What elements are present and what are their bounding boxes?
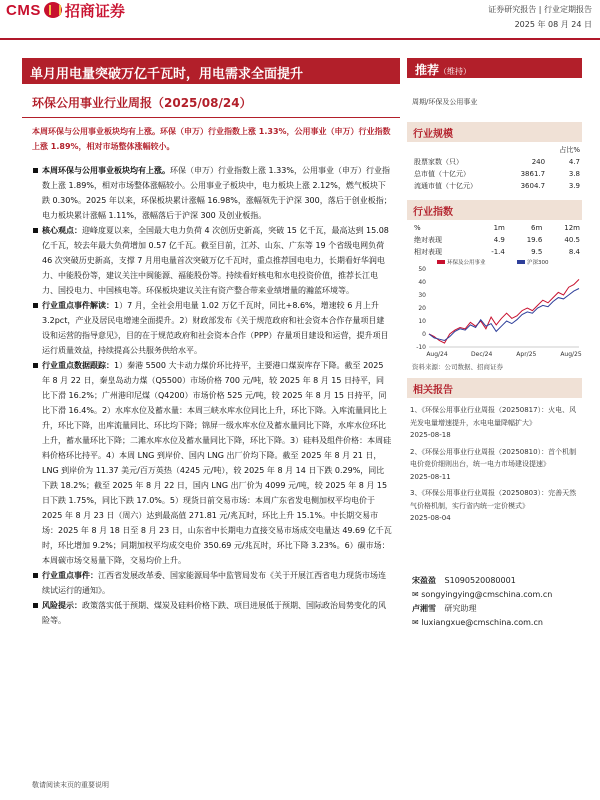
report-category: 周期/环保及公用事业 [412, 98, 478, 106]
table-row: 股票家数（只） 240 4.7 [414, 158, 580, 166]
legend-swatch [517, 260, 525, 264]
bullet-core-view: 核心观点：迎峰度夏以来，全国最大电力负荷 4 次创历史新高，突破 15 亿千瓦，最高达到 15.08 亿千瓦，较去年最大负荷增加 0.57 亿千瓦。截至目前，江苏、山东、广东等 19 个省级电网负荷 46 次突破历史新高，支撑 7 月用电量首次突破万亿千瓦时，重点推荐国电电力，长期看好华润电力、中能股份等，建议关注中闽能源、福能股份等。持续看好核电和水电投资价值，推荐长江电力、国投电力、中国核电等。环保板块建议关注有资产整合带来业绩增量的瀚蓝环境等。 [32, 223, 392, 298]
industry-scale-header: 行业规模 [407, 122, 582, 142]
logo-mark-icon [44, 2, 62, 18]
y-tick-label: 20 [418, 305, 426, 312]
y-tick-label: -10 [416, 344, 426, 351]
report-title: 单月用电量突破万亿千瓦时，用电需求全面提升 [30, 67, 304, 82]
related-report-item[interactable]: 1、《环保公用事业行业周报（20250817）：火电、风光发电量增速提升，水电电量降幅扩大》 2025-08-18 [410, 406, 577, 439]
footer-note: 敬请阅读末页的重要说明 [32, 781, 109, 789]
x-tick-label: Dec/24 [471, 351, 493, 358]
analyst-email[interactable]: songyingying@cmschina.com.cn [421, 590, 553, 599]
x-tick-label: Apr/25 [516, 351, 537, 358]
analyst-email[interactable]: luxiangxue@cmschina.com.cn [421, 618, 543, 627]
y-tick-label: 50 [418, 266, 426, 273]
bullet-data-tracking: 行业重点数据跟踪：1）秦港 5500 大卡动力煤价环比持平，主要港口煤炭库存下降。截至 2025 年 8 月 22 日，秦皇岛动力煤（Q5500）市场价格 700 元/吨，较 2025 年 8 月 15 日持平，同比下滑 16.2%；广州港印尼煤（Q4200）市场价格 525 元/吨，较 2025 年 8 月 15 日持平，同比下滑 16.4%。2）水库水位及蓄水量：本周三峡水库水位同比上升，环比下降。入库流量同比上升，环比下降，出库流量同比、环比均下降；锦屏一级水库水位及蓄水量同比下降，水库水位环比上升，蓄水量环比下降；二滩水库水位及蓄水量同比下降，环比下降。3）硅料及组件价格：本周硅料价格环比持平。4）本周 LNG 到岸价、国内 LNG 出厂价均下降。截至 2025 年 8 月 21 日，LNG 到岸价为 11.37 美元/百万英热（4245 元/吨），较 2025 年 8 月 14 日下跌 0.29%，同比下跌 18.2%；截至 2025 年 8 月 22 日，国内 LNG 出厂价为 4099 元/吨，较 2025 年 8 月 15 日下跌 1.75%，同比下跌 17.0%。5）现货日前交易市场：本周广东省发电侧加权平均电价于 2025 年 8 月 23 日（周六）达到最高值 271.81 元/兆瓦时，环比上升 15.1%。中长期交易市场：2025 年 8 月 18 日至 8 月 23 日，山东省中长期电力直接交易市场成交电量达 49.69 亿千瓦时，环比增加 9.2%；同期加权平均成交电价 350.69 元/兆瓦时，环比下降 3.23%。6）碳市场：本周碳市场交易量下降，交易均价上升。 [32, 358, 392, 568]
x-tick-label: Aug/24 [426, 351, 448, 358]
related-reports-list [410, 404, 582, 529]
chart-source: 资料来源：公司数据、招商证券 [412, 363, 503, 371]
table-row: 流通市值（十亿元） 3604.7 3.9 [414, 182, 580, 190]
table-row: 总市值（十亿元） 3861.7 3.8 [414, 170, 580, 178]
rating-banner [407, 58, 582, 78]
y-tick-label: 30 [418, 292, 426, 299]
related-reports-header: 相关报告 [407, 378, 582, 398]
bullet-risk: 风险提示：政策落实低于预期、煤炭及硅料价格下跌、项目进展低于预期、国际政治局势变化的风险等。 [32, 598, 392, 628]
rating: 推荐 [415, 63, 440, 77]
analyst-name: 卢湘雪 [412, 604, 436, 613]
company-logo [6, 0, 125, 20]
y-tick-label: 0 [422, 331, 426, 338]
report-date: 2025 年 08 月 24 日 [514, 20, 592, 29]
bullet-key-events: 行业重点事件：江西省发展改革委、国家能源局华中监管局发布《关于开展江西省电力现货市场连续试运行的通知》。 [32, 568, 392, 598]
header-divider [0, 38, 600, 40]
header-meta [488, 2, 592, 32]
line-chart-svg [407, 257, 587, 365]
title-separator [22, 117, 400, 118]
industry-scale-table: 占比% 股票家数（只） 240 4.7 总市值（十亿元） 3861.7 3.8 流通市值（十亿元） 3604.7 3.9 [414, 146, 580, 190]
related-report-item[interactable]: 3、《环保公用事业行业周报（20250803）：完善天然气价格机制，实行省内统一定价模式》 2025-08-04 [410, 489, 577, 522]
bullet-event-analysis: 行业重点事件解读：1）7 月，全社会用电量 1.02 万亿千瓦时，同比+8.6%，增速较 6 月上升 3.2pct，产业及居民电增速全面提升。2）财政部发布《关于规范政府和社会资本合作存量项目建设和运营的指导意见》，目的在于规范政府和社会资本合作（PPP）存量项目建设和运营，提升项目运行质量效益，持续提高公共服务供给水平。 [32, 298, 392, 358]
related-report-item[interactable]: 2、《环保公用事业行业周报（20250810）：首个机制电价竞价细则出台，统一电力市场建设提速》 2025-08-11 [410, 447, 577, 481]
report-subtitle: 环保公用事业行业周报（2025/08/24） [32, 96, 252, 110]
industry-index-header: 行业指数 [407, 200, 582, 220]
y-tick-label: 40 [418, 279, 426, 286]
report-type: 证券研究报告 | 行业定期报告 [488, 5, 592, 14]
analyst-id: S1090520080001 [444, 576, 516, 585]
table-row: 相对表现 -1.4 9.5 8.4 [414, 248, 580, 256]
bullet-weekly-performance: 本周环保与公用事业板块均有上涨。环保（申万）行业指数上涨 1.33%，公用事业（申万）行业指数上涨 1.89%，相对市场整体涨幅较小。公用事业子板块中，电力板块上涨 2.12%，燃气板块下跌 0.30%。2025 年以来，环保板块累计涨幅 16.98%，涨幅领先于沪深 300，落后于创业板指；电力板块累计涨幅 1.11%，涨幅落后于沪深 300 及创业板指。 [32, 163, 392, 223]
x-tick-label: Aug/25 [560, 351, 582, 358]
body-content [32, 163, 392, 628]
legend-label: 沪深300 [527, 260, 549, 266]
logo-text-en: CMS [6, 1, 41, 19]
analyst-name: 宋盈盈 [412, 576, 436, 585]
analyst-title: 研究助理 [444, 604, 477, 613]
index-performance-chart [407, 257, 587, 365]
summary-paragraph: 本周环保与公用事业板块均有上涨。环保（申万）行业指数上涨 1.33%，公用事业（申万）行业指数上涨 1.89%，相对市场整体涨幅较小。 [32, 127, 391, 151]
title-banner [22, 58, 400, 84]
industry-index-table: % 1m 6m 12m 绝对表现 4.9 19.6 40.5 相对表现 -1.4 9.5 8.4 [414, 224, 580, 256]
legend-label: 环保及公用事业 [447, 260, 486, 266]
series-line [429, 279, 579, 343]
y-tick-label: 10 [418, 318, 426, 325]
rating-note: （维持） [439, 67, 472, 76]
logo-text-cn: 招商证券 [64, 1, 125, 20]
table-row: 绝对表现 4.9 19.6 40.5 [414, 236, 580, 244]
legend-swatch [437, 260, 445, 264]
analyst-block: 宋盈盈 S1090520080001 ✉ songyingying@cmschina.com.cn 卢湘雪 研究助理 ✉ luxiangxue@cmschina.com.cn [412, 576, 553, 627]
